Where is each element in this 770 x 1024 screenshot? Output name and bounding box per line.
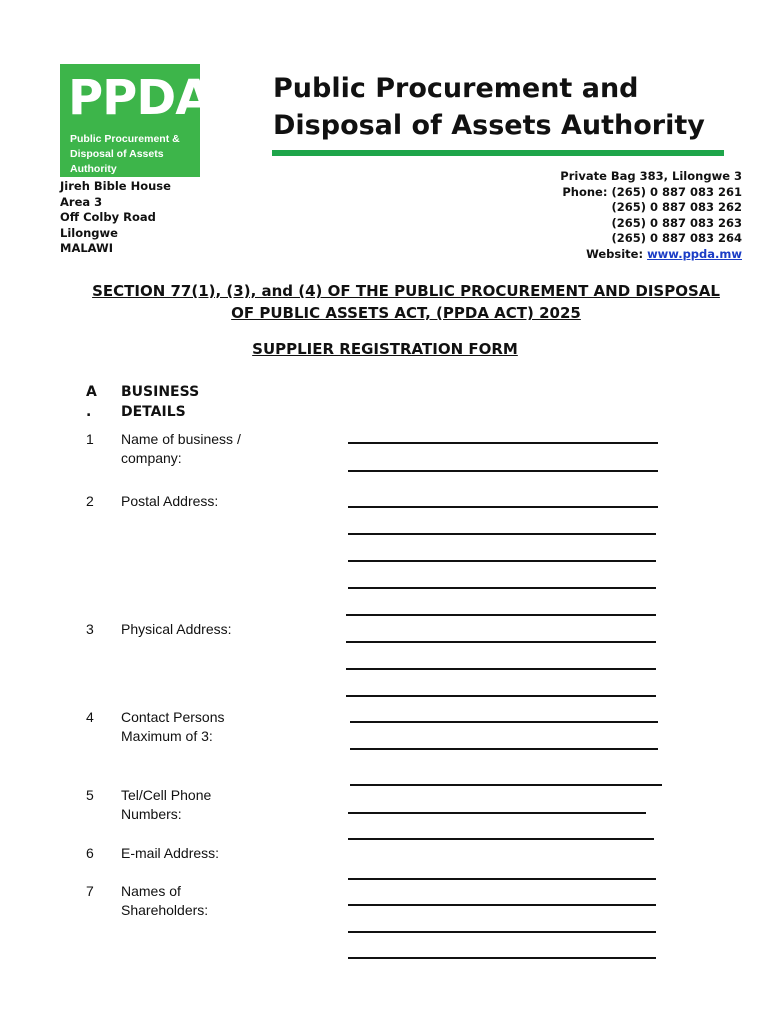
field-label-line1: E-mail Address: — [121, 845, 220, 861]
section-letter — [86, 382, 97, 422]
business-name-field[interactable] — [348, 470, 658, 472]
shareholders-field[interactable] — [348, 957, 656, 959]
act-section-title-line1: SECTION 77(1), (3), and (4) OF THE PUBLIC PROCUREMENT AND DISPOSAL — [92, 282, 720, 300]
field-number: 4 — [86, 709, 94, 725]
section-letter-line2: . — [86, 404, 92, 420]
website-line — [540, 247, 742, 263]
postal-address-field[interactable] — [348, 506, 658, 508]
field-number: 5 — [86, 787, 94, 803]
address-line: Jireh Bible House — [60, 179, 171, 193]
physical-address-field[interactable] — [346, 695, 656, 697]
address-line: Off Colby Road — [60, 210, 156, 224]
physical-address-block — [60, 179, 171, 257]
website-link[interactable]: www.ppda.mw — [647, 246, 742, 261]
organization-title — [273, 70, 705, 144]
physical-address-field[interactable] — [346, 668, 656, 670]
section-heading — [121, 382, 221, 422]
field-label-line1: Tel/Cell Phone — [121, 787, 212, 803]
section-letter-line1: A — [86, 384, 97, 400]
address-line: MALAWI — [60, 241, 114, 255]
field-label-line1: Contact Persons — [121, 709, 225, 725]
physical-address-field[interactable] — [346, 641, 656, 643]
logo-mark: PPDA — [68, 70, 212, 126]
phone-line: (265) 0 887 083 264 — [611, 231, 742, 245]
physical-address-field[interactable] — [346, 614, 656, 616]
postal-address-field[interactable] — [348, 587, 656, 589]
contact-persons-field[interactable] — [350, 721, 658, 723]
field-number: 1 — [86, 431, 94, 447]
address-line: Area 3 — [60, 194, 103, 209]
field-label-line1: Postal Address: — [121, 493, 219, 509]
phone-numbers-field[interactable] — [350, 784, 662, 786]
field-number: 7 — [86, 883, 94, 899]
website-label: Website: — [586, 246, 648, 261]
ppda-logo — [60, 64, 212, 177]
field-label — [121, 492, 281, 511]
field-number: 2 — [86, 493, 94, 509]
field-label — [121, 844, 281, 863]
phone-numbers-field[interactable] — [348, 812, 646, 814]
field-label — [121, 708, 281, 746]
field-label — [121, 882, 281, 920]
act-section-title — [40, 280, 770, 324]
act-section-title-line2: OF PUBLIC ASSETS ACT, (PPDA ACT) 2025 — [231, 304, 581, 322]
business-name-field[interactable] — [348, 442, 658, 444]
logo-subtitle-line2: Disposal of Assets Authority — [70, 148, 164, 175]
field-label-line2: company: — [121, 450, 182, 466]
field-number: 3 — [86, 621, 94, 637]
field-label — [121, 430, 281, 468]
phone-numbers-field[interactable] — [348, 838, 654, 840]
logo-subtitle-line1: Public Procurement & — [70, 133, 180, 145]
field-label-line2: Shareholders: — [121, 902, 209, 918]
field-label-line1: Names of — [121, 883, 181, 899]
address-line: Lilongwe — [60, 225, 118, 240]
postal-address-field[interactable] — [348, 533, 656, 535]
field-label-line2: Numbers: — [121, 806, 182, 822]
form-title: SUPPLIER REGISTRATION FORM — [252, 340, 518, 358]
organization-title-line2: Disposal of Assets Authority — [273, 110, 705, 141]
contact-block — [540, 169, 742, 262]
postal-address-field[interactable] — [348, 560, 656, 562]
phone-line: (265) 0 887 083 262 — [611, 200, 742, 214]
header-divider — [272, 150, 724, 156]
phone-line: Phone: (265) 0 887 083 261 — [562, 184, 742, 199]
field-label — [121, 786, 281, 824]
field-label-line1: Physical Address: — [121, 621, 232, 637]
phone-line: (265) 0 887 083 263 — [611, 215, 742, 230]
organization-title-line1: Public Procurement and — [273, 73, 639, 104]
shareholders-field[interactable] — [348, 931, 656, 933]
field-label — [121, 620, 281, 639]
email-address-field[interactable] — [348, 878, 656, 880]
contact-persons-field[interactable] — [350, 748, 658, 750]
section-heading-line1: BUSINESS — [121, 384, 200, 400]
field-label-line1: Name of business / — [121, 431, 241, 447]
section-heading-line2: DETAILS — [121, 404, 186, 420]
shareholders-field[interactable] — [348, 904, 656, 906]
logo-subtitle — [70, 132, 200, 177]
postal-line: Private Bag 383, Lilongwe 3 — [560, 169, 742, 183]
field-number: 6 — [86, 845, 94, 861]
field-label-line2: Maximum of 3: — [121, 728, 213, 744]
